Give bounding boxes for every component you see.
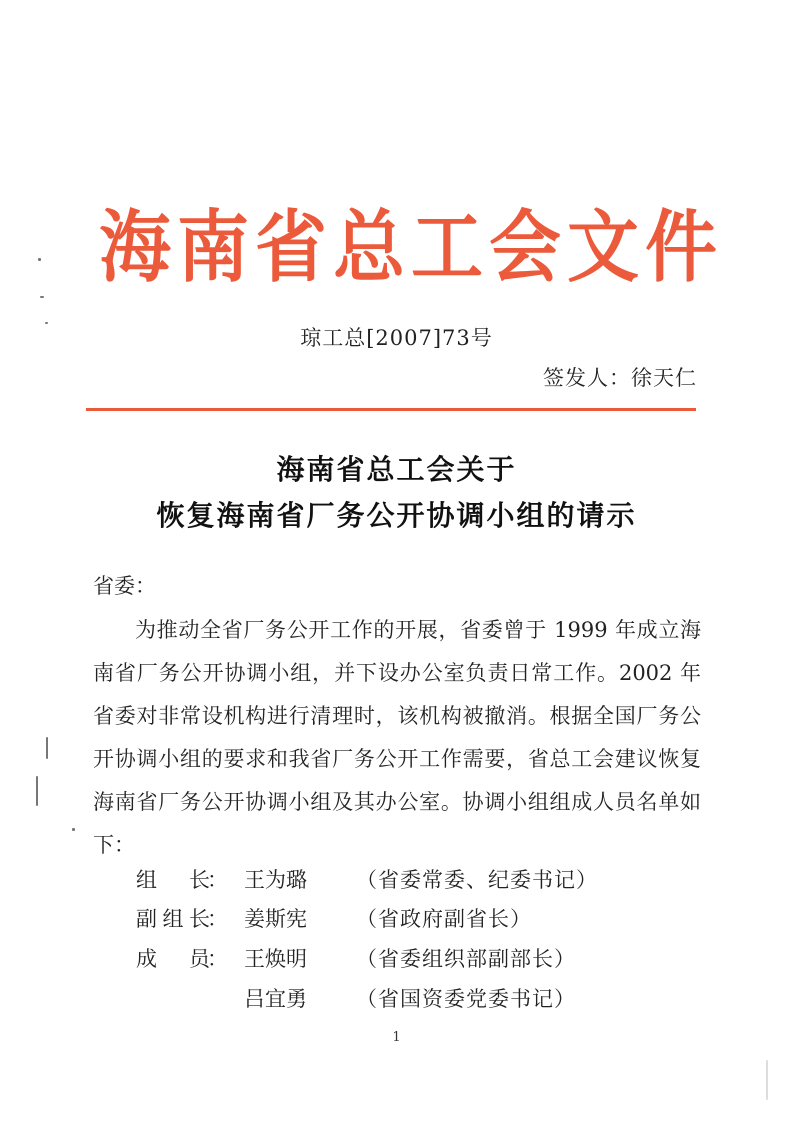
member-row-member xyxy=(0,944,793,974)
issuer-signature: 签发人：徐天仁 xyxy=(543,366,697,390)
member-name: 王为璐 xyxy=(244,868,307,892)
masthead-char: 海 xyxy=(99,203,171,293)
member-name: 王焕明 xyxy=(244,947,307,971)
document-title-line-1: 海南省总工会关于 xyxy=(276,453,517,486)
member-name: 姜斯宪 xyxy=(244,907,307,931)
member-role-char: 长 xyxy=(189,868,210,892)
member-title: （省委组织部副部长） xyxy=(356,947,576,971)
salutation: 省委： xyxy=(93,574,156,598)
scan-speck xyxy=(46,737,48,759)
member-name: 吕宜勇 xyxy=(244,987,307,1011)
masthead-char: 省 xyxy=(255,203,327,293)
red-divider-line xyxy=(86,408,696,411)
page-number: 1 xyxy=(392,1030,401,1045)
member-role xyxy=(136,865,210,895)
masthead-char: 文 xyxy=(567,203,639,293)
member-role-char: 组 xyxy=(162,907,184,931)
member-colon: ： xyxy=(207,947,228,971)
member-role-char: 长 xyxy=(189,907,210,931)
member-row-deputy-leader xyxy=(0,904,793,934)
member-role-char: 成 xyxy=(136,947,157,971)
member-row-member xyxy=(0,984,793,1014)
member-title: （省政府副省长） xyxy=(356,907,532,931)
masthead-char: 总 xyxy=(333,203,405,293)
body-line: 海南省厂务公开协调小组及其办公室。协调小组组成人员名单如 xyxy=(93,790,701,814)
masthead-char: 南 xyxy=(177,203,249,293)
body-line: 为推动全省厂务公开工作的开展，省委曾于 1999 年成立海 xyxy=(135,618,701,642)
scan-speck xyxy=(45,322,48,324)
document-number: 琼工总[2007]73号 xyxy=(300,326,493,350)
member-role-char: 组 xyxy=(136,868,157,892)
masthead-char: 会 xyxy=(489,203,561,293)
scan-speck xyxy=(36,776,38,806)
member-colon: ： xyxy=(207,907,228,931)
member-colon: ： xyxy=(207,868,228,892)
body-line: 南省厂务公开协调小组，并下设办公室负责日常工作。2002 年 xyxy=(93,661,701,685)
scan-speck xyxy=(40,296,44,298)
scan-speck xyxy=(38,258,41,261)
member-title: （省国资委党委书记） xyxy=(356,987,576,1011)
member-role xyxy=(136,904,210,934)
masthead-title xyxy=(96,198,718,298)
member-role-char: 副 xyxy=(136,907,157,931)
masthead-char: 件 xyxy=(645,203,718,293)
member-title: （省委常委、纪委书记） xyxy=(356,868,598,892)
body-line: 省委对非常设机构进行清理时，该机构被撤消。根据全国厂务公 xyxy=(93,704,701,728)
member-role-char: 员 xyxy=(189,947,210,971)
scan-speck xyxy=(766,1060,768,1100)
member-role xyxy=(136,944,210,974)
scan-speck xyxy=(72,828,75,831)
body-line: 下： xyxy=(93,833,135,857)
document-title-line-2: 恢复海南省厂务公开协调小组的请示 xyxy=(156,499,637,532)
member-row-leader xyxy=(0,865,793,895)
masthead-char: 工 xyxy=(411,203,483,293)
body-line: 开协调小组的要求和我省厂务公开工作需要，省总工会建议恢复 xyxy=(93,747,701,771)
